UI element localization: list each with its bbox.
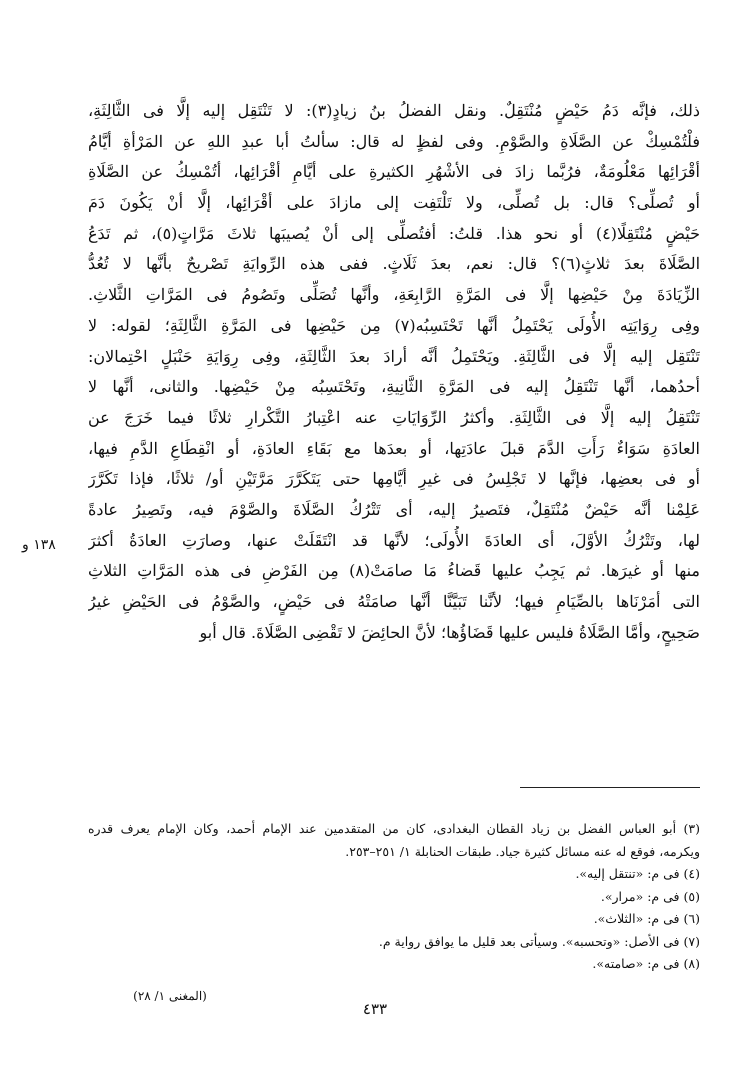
- text-line: أو فى بعضِها، فإنَّها لا تَجْلِسُ فى غيرِ أيَّامِها حتى يَتَكَرَّرَ مَرَّتَيْنِ أو/ ثلاثًا، فإذا تَكَرَّرَ: [88, 469, 700, 489]
- text-line: أقْرَائِها مَعْلُومَةٌ، فرُبَّما زادَ فى الأشْهُرِ الكثيرةِ على أيَّامِ أقْرَائِها، أتُمْسِكُ عن الصَّلَاةِ: [88, 162, 700, 182]
- footnote: (٣) أبو العباس الفضل بن زياد القطان البغدادى، كان من المتقدمين عند الإمام أحمد، وكان الإمام يعرف قدره: [88, 821, 700, 836]
- text-line: الصَّلَاةَ بعدَ ثلاثٍ(٦)؟ قال: نعم، بعدَ ثَلَاثٍ. ففى هذه الرِّوايَةِ تَصْريحٌ بأنَّها لا تُعُدُّ: [88, 254, 700, 274]
- text-line: عَلِمْنا أنَّه حَيْضٌ مُنْتَقِلٌ، فتَصيرُ إليه، أى تَتْرُكُ الصَّلَاةَ والصَّوْمَ فيه، وتَصِيرُ عادةً: [88, 499, 700, 519]
- text-line: التى أمَرْنَاها بالصِّيَامِ فيها؛ لأنَّنا تَبَيَّنَّا أنَّها صامَتْهُ فى حَيْضٍ، والصَّوْمُ فى الحَيْضِ غيرُ: [88, 592, 700, 611]
- text-line: ذلك، فإنَّه دَمُ حَيْضٍ مُنْتَقِلٌ. ونقل الفضلُ بنُ زيادٍ(٣): لا تَنْتَقِل إليه إلَّا فى الثَّالِثَةِ،: [88, 101, 700, 120]
- footnote-separator: [520, 787, 700, 788]
- text-line: أحدُهما، أنَّها تَنْتَقِلُ إليه فى المَرَّةِ الثَّانِيةِ، وتَحْتَسِبُه مِنْ حَيْضِها. والثانى، أنَّها لا: [88, 377, 700, 397]
- text-line: أو تُصلِّى؟ قال: بل تُصلِّى، ولا تَلْتَفِت إلى مازادَ على أقْرَائِها، إلَّا أنْ يَكُونَ دَمَ: [88, 193, 700, 213]
- footnote: ويكرمه، فوقع له عنه مسائل كثيرة جياد. طبقات الحنابلة ١/ ٢٥١–٢٥٣.: [345, 843, 700, 859]
- footnote: (٨) فى م: «صامته».: [592, 956, 700, 971]
- text-line: وفِى رِوَايَتِه الأُولَى يَحْتَمِلُ أنَّها تَحْتَسِبُه(٧) مِن حَيْضِها فى المَرَّةِ الثَّالِثَةِ؛ لقوله: لا: [88, 315, 700, 335]
- margin-folio-note: ١٣٨ و: [22, 537, 56, 553]
- footnote: (٦) فى م: «الثلاث».: [593, 911, 700, 926]
- text-line: حَيْضٍ مُنْتَقِلًا(٤) أو نحو هذا. قلتُ: أفتُصلِّى إلى أنْ يُصيبَها ثلاثَ مَرَّاتٍ(٥)، ثم تَدَعُ: [88, 223, 700, 243]
- text-line: الزِّيَادَةَ مِنْ حَيْضِها إلَّا فى المَرَّةِ الرَّابِعَةِ، وأنَّها تُصَلِّى وتَصُومُ فى المَرَّاتِ الثَّلاثِ.: [88, 285, 700, 305]
- footnotes: [88, 818, 700, 976]
- text-line: فلْتُمْسِكْ عن الصَّلَاةِ والصَّوْمِ. وفى لفظٍ له قال: سألتُ أبا عبدِ اللهِ عن المَرْأةِ أيَّامُ: [88, 131, 700, 151]
- text-line: منها أو غيرَها. ثم يَجِبُ عليها قَضاءُ مَا صامَتْ(٨) مِن الفَرْضِ فى هذه المَرَّاتِ الثلاثِ: [88, 561, 700, 581]
- footnote: (٤) فى م: «تنتقل إليه».: [575, 866, 700, 881]
- page-number: ٤٣٣: [362, 1000, 388, 1018]
- main-text: [88, 96, 700, 648]
- text-line: تَنْتَقِلُ إليه إلَّا فى الثَّالِثَةِ. وأكثرُ الرِّوَايَاتِ عنه اعْتِبارُ التَّكْرارِ ثلاثًا فيما خَرَجَ عن: [88, 407, 700, 427]
- text-line: تَنْتَقِل إليه إلَّا فى الثَّالِثَةِ. ويَحْتَمِلُ أنَّه أرادَ بعدَ الثَّالِثَةِ، وفِى رِوَايَةِ حَنْبَلٍ احْتِمالان:: [88, 346, 700, 366]
- text-line: صَحِيحٍ، وأمَّا الصَّلَاةُ فليس عليها قَضَاؤُها؛ لأنَّ الحائِضَ لا تَقْضِى الصَّلَاةَ. قال أبو: [199, 622, 700, 642]
- edition-reference: (المغنى ١/ ٢٨): [133, 989, 207, 1003]
- text-line: العادَةِ سَوَاءٌ رَأَتِ الدَّمَ قبلَ عادَتِها، أو بعدَها مع بَقَاءِ العادَةِ، أو انْقِطَاعِ الدَّمِ فيها،: [88, 438, 700, 458]
- text-line: لها، وتَتْرُكُ الأوَّلَ، أى العادَةَ الأُولَى؛ لأنَّها قد انْتَقَلَتْ عنها، وصارَتِ العادَةُ أكثرَ: [88, 530, 700, 550]
- footnote: (٧) فى الأصل: «وتحسبه». وسيأتى بعد قليل ما يوافق رواية م.: [378, 933, 700, 949]
- footnote: (٥) فى م: «مرار».: [600, 888, 700, 904]
